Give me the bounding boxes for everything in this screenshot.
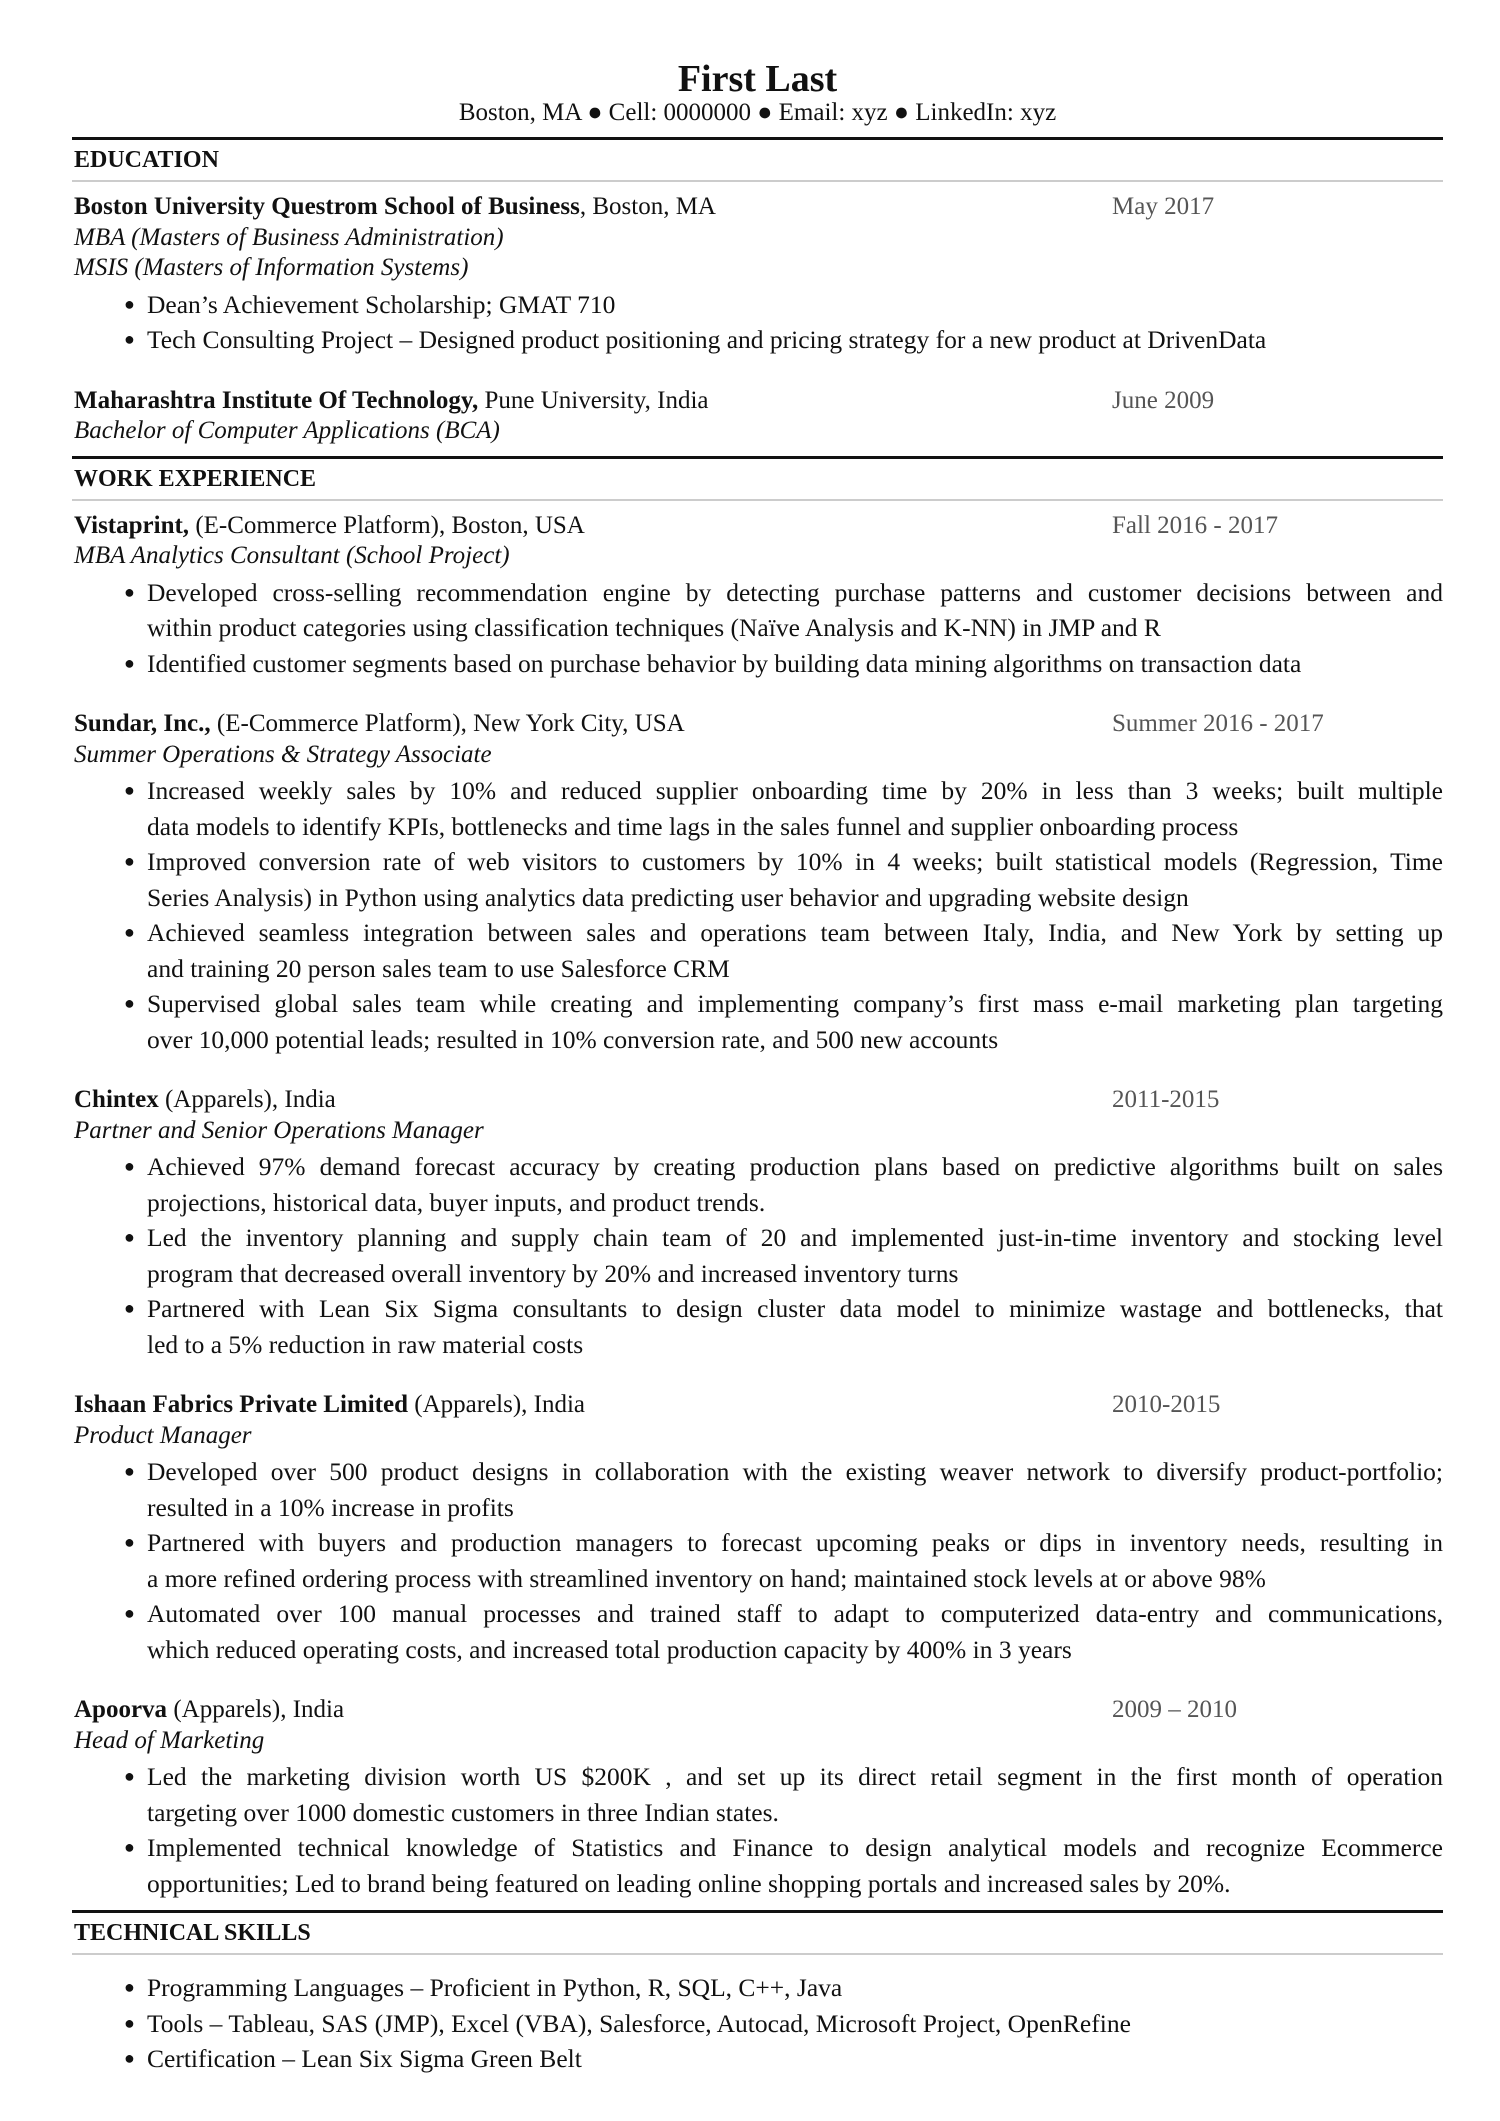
company-details: (E-Commerce Platform), New York City, USA <box>210 710 685 737</box>
bullet-list <box>72 1970 1443 2077</box>
bullet-text: Identified customer segments based on purchase behavior by building data mining algorithms on transaction data <box>147 648 1302 678</box>
school-location: , Boston, MA <box>579 193 716 220</box>
company-details: (Apparels), India <box>408 1391 586 1418</box>
bullet-text: Programming Languages – Proficient in Python, R, SQL, C++, Java <box>147 1973 843 2002</box>
entry-date: May 2017 <box>1112 193 1215 220</box>
bullet-text: led to a 5% reduction in raw material costs <box>147 1329 584 1359</box>
bullet-icon: ● <box>124 922 135 942</box>
section-content <box>72 182 1443 447</box>
bullet-text: resulted in a 10% increase in profits <box>147 1492 514 1522</box>
job-title: MBA Analytics Consultant (School Project) <box>74 542 510 569</box>
bullet-list <box>72 575 1443 682</box>
degree: Bachelor of Computer Applications (BCA) <box>74 417 500 444</box>
work-entry <box>72 709 1443 1057</box>
entry-header <box>72 192 1443 223</box>
degree: MBA (Masters of Business Administration) <box>74 223 504 251</box>
work-entry <box>72 1390 1443 1667</box>
bullet-icon: ● <box>124 2048 135 2068</box>
entry-date: 2010-2015 <box>1112 1391 1221 1418</box>
bullet-text: Dean’s Achievement Scholarship; GMAT 710 <box>147 289 616 319</box>
bullet-text: Automated over 100 manual processes and trained staff to adapt to computerized data-entry and communications, <box>147 1599 1443 1628</box>
work-entry <box>72 511 1443 682</box>
contact-line: Boston, MA ● Cell: 0000000 ● Email: xyz ● LinkedIn: xyz <box>458 99 1057 126</box>
bullet-list <box>72 1759 1443 1901</box>
bullet-list <box>72 287 1443 358</box>
bullet-text: and training 20 person sales team to use Salesforce CRM <box>147 953 730 983</box>
section-education <box>72 137 1443 447</box>
candidate-name: First Last <box>677 58 838 100</box>
bullet-icon: ● <box>124 293 135 314</box>
bullet-text: Developed over 500 product designs in collaboration with the existing weaver network to diversify product-portfolio; <box>147 1457 1443 1486</box>
bullet-item <box>72 287 1443 323</box>
bullet-text: Supervised global sales team while creating and implementing company’s first mass e-mail marketing plan targeting <box>147 989 1443 1018</box>
bullet-text: Led the marketing division worth US $200K , and set up its direct retail segment in the first month of operation <box>147 1762 1443 1791</box>
bullet-item <box>72 1970 1443 2006</box>
job-title: Summer Operations & Strategy Associate <box>74 740 492 768</box>
bullet-icon: ● <box>124 1603 135 1623</box>
bullet-text: a more refined ordering process with streamlined inventory on hand; maintained stock levels at or above 98% <box>147 1563 1266 1593</box>
bullet-icon: ● <box>124 1532 135 1552</box>
education-entry <box>72 386 1443 447</box>
bullet-text: Achieved 97% demand forecast accuracy by creating production plans based on predictive algorithms built on sales <box>147 1152 1443 1181</box>
bullet-text: Improved conversion rate of web visitors to customers by 10% in 4 weeks; built statistical models (Regression, Time <box>147 847 1443 876</box>
bullet-icon: ● <box>124 581 135 602</box>
bullet-item <box>72 1525 1443 1596</box>
entry-header <box>72 511 1443 542</box>
entry-header <box>72 1085 1443 1116</box>
entry-date: 2009 – 2010 <box>1112 1696 1237 1723</box>
bullet-item <box>72 986 1443 1057</box>
section-technical-skills <box>72 1910 1443 2077</box>
bullet-item <box>72 1596 1443 1667</box>
bullet-text: Series Analysis) in Python using analytics data predicting user behavior and upgrading website design <box>147 882 1189 912</box>
bullet-icon: ● <box>124 329 135 349</box>
bullet-item <box>72 322 1443 358</box>
bullet-text: opportunities; Led to brand being featured on leading online shopping portals and increased sales by 20%. <box>147 1868 1231 1898</box>
entry-date: June 2009 <box>1112 386 1215 414</box>
bullet-item <box>72 1454 1443 1525</box>
bullet-item <box>72 2041 1443 2077</box>
bullet-item <box>72 1149 1443 1220</box>
bullet-item <box>72 575 1443 646</box>
bullet-text: program that decreased overall inventory by 20% and increased inventory turns <box>147 1258 959 1288</box>
bullet-icon: ● <box>124 1298 135 1318</box>
bullet-icon: ● <box>124 1766 135 1786</box>
section-title: TECHNICAL SKILLS <box>72 1913 1443 1955</box>
education-entry <box>72 192 1443 358</box>
bullet-text: Achieved seamless integration between sales and operations team between Italy, India, and New York by setting up <box>147 918 1443 947</box>
bullet-icon: ● <box>124 1977 135 1997</box>
bullet-item <box>72 2006 1443 2042</box>
entry-date: 2011-2015 <box>1112 1086 1220 1113</box>
bullet-icon: ● <box>124 652 135 673</box>
bullet-item <box>72 915 1443 986</box>
work-entry <box>72 1085 1443 1362</box>
entry-header <box>72 709 1443 740</box>
company-details: (Apparels), India <box>167 1696 345 1723</box>
bullet-icon: ● <box>124 1461 135 1481</box>
bullet-text: Implemented technical knowledge of Statistics and Finance to design analytical models and recognize Ecommerce <box>147 1833 1443 1862</box>
section-work-experience <box>72 456 1443 1902</box>
bullet-list <box>72 773 1443 1057</box>
company-details: (Apparels), India <box>158 1086 336 1113</box>
section-title: WORK EXPERIENCE <box>72 459 1443 501</box>
bullet-item <box>72 1291 1443 1362</box>
bullet-text: Certification – Lean Six Sigma Green Belt <box>147 2044 582 2073</box>
entry-date: Fall 2016 - 2017 <box>1112 511 1278 539</box>
school-name: Maharashtra Institute Of Technology, <box>74 386 479 414</box>
company-name: Vistaprint, <box>74 511 190 539</box>
bullet-text: Partnered with buyers and production managers to forecast upcoming peaks or dips in inventory needs, resulting in <box>147 1528 1443 1557</box>
bullet-text: Tech Consulting Project – Designed product positioning and pricing strategy for a new product at DrivenData <box>147 325 1267 354</box>
entry-header <box>72 1390 1443 1421</box>
bullet-text: data models to identify KPIs, bottlenecks and time lags in the sales funnel and supplier onboarding process <box>147 811 1239 841</box>
bullet-text: over 10,000 potential leads; resulted in 10% conversion rate, and 500 new accounts <box>147 1024 999 1054</box>
bullet-icon: ● <box>124 780 135 800</box>
resume-body <box>72 137 1443 2077</box>
job-title: Head of Marketing <box>74 1726 265 1754</box>
bullet-list <box>72 1149 1443 1362</box>
bullet-item <box>72 1220 1443 1291</box>
company-name: Chintex <box>74 1086 159 1113</box>
bullet-item <box>72 1830 1443 1901</box>
bullet-icon: ● <box>124 1837 135 1857</box>
bullet-text: which reduced operating costs, and increased total production capacity by 400% in 3 years <box>147 1634 1072 1664</box>
bullet-text: Increased weekly sales by 10% and reduced supplier onboarding time by 20% in less than 3 weeks; built multiple <box>147 776 1443 805</box>
bullet-text: Developed cross-selling recommendation engine by detecting purchase patterns and customer decisions between and <box>147 577 1443 607</box>
entry-header <box>72 1695 1443 1726</box>
bullet-icon: ● <box>124 851 135 871</box>
bullet-icon: ● <box>124 1156 135 1176</box>
section-content <box>72 501 1443 1902</box>
school-location: Pune University, India <box>478 386 709 414</box>
bullet-item <box>72 773 1443 844</box>
entry-date: Summer 2016 - 2017 <box>1112 710 1324 737</box>
bullet-item <box>72 1759 1443 1830</box>
company-name: Apoorva <box>74 1696 168 1723</box>
section-title: EDUCATION <box>72 140 1443 182</box>
degree: MSIS (Masters of Information Systems) <box>74 254 469 281</box>
work-entry <box>72 1695 1443 1901</box>
bullet-text: Partnered with Lean Six Sigma consultants to design cluster data model to minimize wastage and bottlenecks, that <box>147 1294 1443 1323</box>
bullet-text: within product categories using classification techniques (Naïve Analysis and K-NN) in JMP and R <box>147 613 1161 642</box>
bullet-list <box>72 1454 1443 1667</box>
bullet-item <box>72 844 1443 915</box>
school-name: Boston University Questrom School of Business <box>74 193 580 220</box>
bullet-text: projections, historical data, buyer inputs, and product trends. <box>147 1187 766 1217</box>
bullet-icon: ● <box>124 993 135 1013</box>
company-details: (E-Commerce Platform), Boston, USA <box>189 511 585 539</box>
bullet-icon: ● <box>124 1227 135 1247</box>
company-name: Ishaan Fabrics Private Limited <box>74 1391 409 1418</box>
company-name: Sundar, Inc., <box>74 710 211 737</box>
bullet-icon: ● <box>124 2012 135 2033</box>
entry-header <box>72 386 1443 417</box>
section-content <box>72 1955 1443 2077</box>
bullet-item <box>72 646 1443 682</box>
bullet-text: Led the inventory planning and supply chain team of 20 and implemented just-in-time inventory and stocking level <box>147 1223 1443 1252</box>
bullet-text: targeting over 1000 domestic customers in three Indian states. <box>147 1797 779 1827</box>
bullet-text: Tools – Tableau, SAS (JMP), Excel (VBA), Salesforce, Autocad, Microsoft Project, OpenRefine <box>147 2008 1131 2038</box>
job-title: Product Manager <box>74 1421 252 1449</box>
job-title: Partner and Senior Operations Manager <box>74 1116 484 1144</box>
